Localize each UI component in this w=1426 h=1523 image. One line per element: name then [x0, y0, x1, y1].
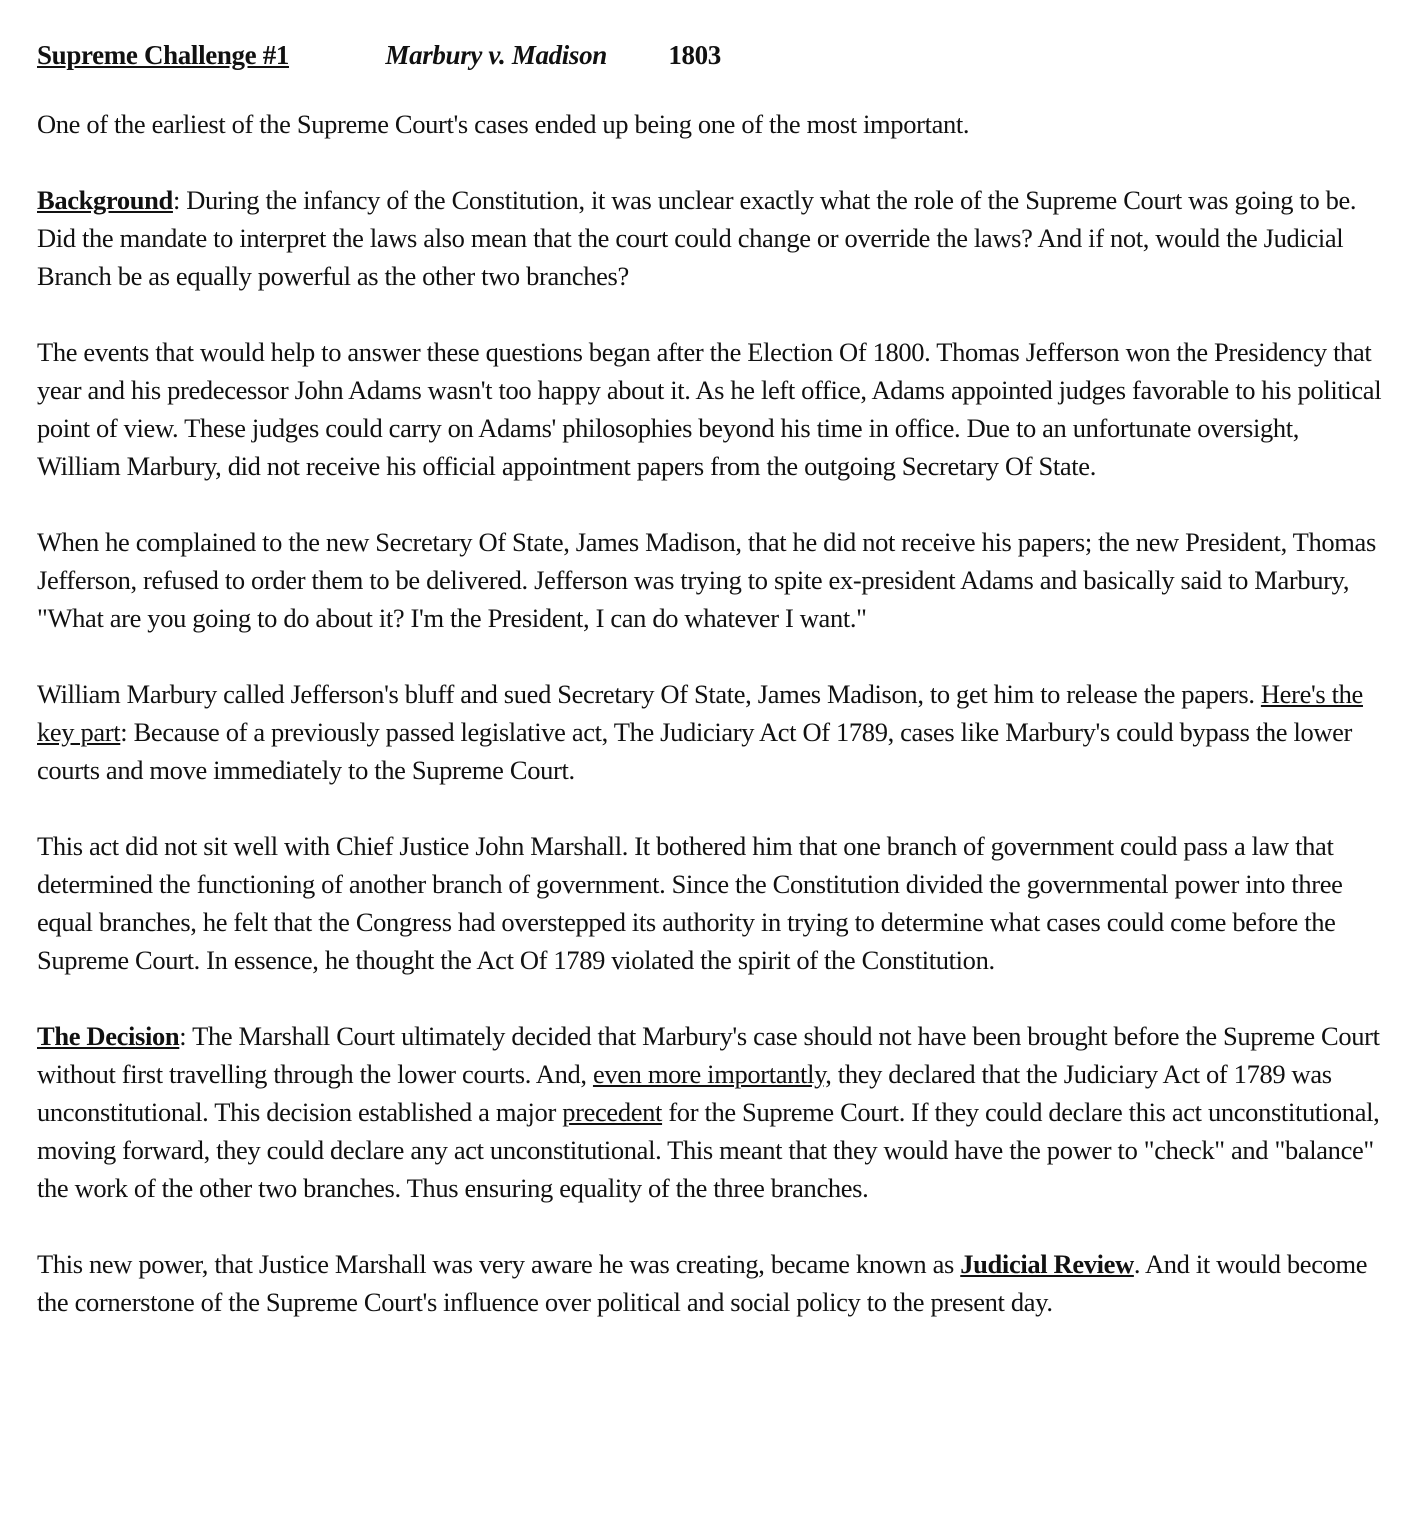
decision-text-1: : The Marshall Court ultimately decided that Marbury's case should not have been brought before the Supreme Court without first travelling through the lower courts. And,	[37, 1021, 1380, 1089]
decision-text-2: they declared that the Judiciary Act of 1789 was unconstitutional. This decision established a major	[37, 1059, 1332, 1127]
background-paragraph	[37, 181, 1387, 295]
events-paragraph: The events that would help to answer these questions began after the Election Of 1800. Thomas Jefferson won the Presidency that year and his predecessor John Adams wasn't too happy about it. As he left office, Adams appointed judges favorable to his political point of view. These judges could carry on Adams' philosophies beyond his time in office. Due to an unfortunate oversight, William Marbury, did not receive his official appointment papers from the outgoing Secretary Of State.	[37, 337, 1382, 481]
conclusion-text-before: This new power, that Justice Marshall was very aware he was creating, became known as	[37, 1249, 961, 1279]
challenge-label: Supreme Challenge #1	[37, 40, 290, 70]
key-part-label: Here's the key part	[37, 679, 1363, 747]
lawsuit-text-after: : Because of a previously passed legislative act, The Judiciary Act Of 1789, cases like Marbury's could bypass the lower courts and move immediately to the Supreme Court.	[37, 717, 1353, 785]
precedent-term: precedent	[562, 1097, 663, 1127]
decision-text-3: for the Supreme Court. If they could declare this act unconstitutional, moving forward, they could declare any act unconstitutional. This meant that they would have the power to "check" and "balance" the work of the other two branches. Thus ensuring equality of the three branches.	[37, 1097, 1380, 1203]
marshall-paragraph: This act did not sit well with Chief Justice John Marshall. It bothered him that one branch of government could pass a law that determined the functioning of another branch of government. Since the Constitution divided the governmental power into three equal branches, he felt that the Congress had overstepped its authority in trying to determine what cases could come before the Supreme Court. In essence, he thought the Act Of 1789 violated the spirit of the Constitution.	[37, 831, 1343, 975]
lawsuit-paragraph	[37, 675, 1387, 789]
title-row	[37, 30, 1387, 80]
decision-paragraph	[37, 1017, 1387, 1207]
background-heading: Background	[37, 185, 173, 215]
background-text: : During the infancy of the Constitution, it was unclear exactly what the role of the Supreme Court was going to be. Did the mandate to interpret the laws also mean that the court could change or override the laws? And if not, would the Judicial Branch be as equally powerful as the other two branches?	[37, 185, 1357, 291]
complaint-paragraph: When he complained to the new Secretary Of State, James Madison, that he did not receive his papers; the new President, Thomas Jefferson, refused to order them to be delivered. Jefferson was trying to spite ex-president Adams and basically said to Marbury, "What are you going to do about it? I'm the President, I can do whatever I want."	[37, 527, 1376, 633]
lawsuit-text-before: William Marbury called Jefferson's bluff and sued Secretary Of State, James Madison, to get him to release the papers.	[37, 679, 1261, 709]
intro-paragraph: One of the earliest of the Supreme Court's cases ended up being one of the most important.	[37, 109, 970, 139]
case-year: 1803	[668, 40, 721, 70]
decision-emphasis: even more importantly,	[592, 1059, 832, 1089]
document-page	[37, 30, 1387, 1359]
decision-heading: The Decision	[37, 1021, 180, 1051]
conclusion-text-after: . And it would become the cornerstone of the Supreme Court's influence over political and social policy to the present day.	[37, 1249, 1368, 1317]
conclusion-paragraph	[37, 1245, 1387, 1321]
case-name: Marbury v. Madison	[385, 40, 607, 70]
judicial-review-term: Judicial Review	[960, 1249, 1134, 1279]
